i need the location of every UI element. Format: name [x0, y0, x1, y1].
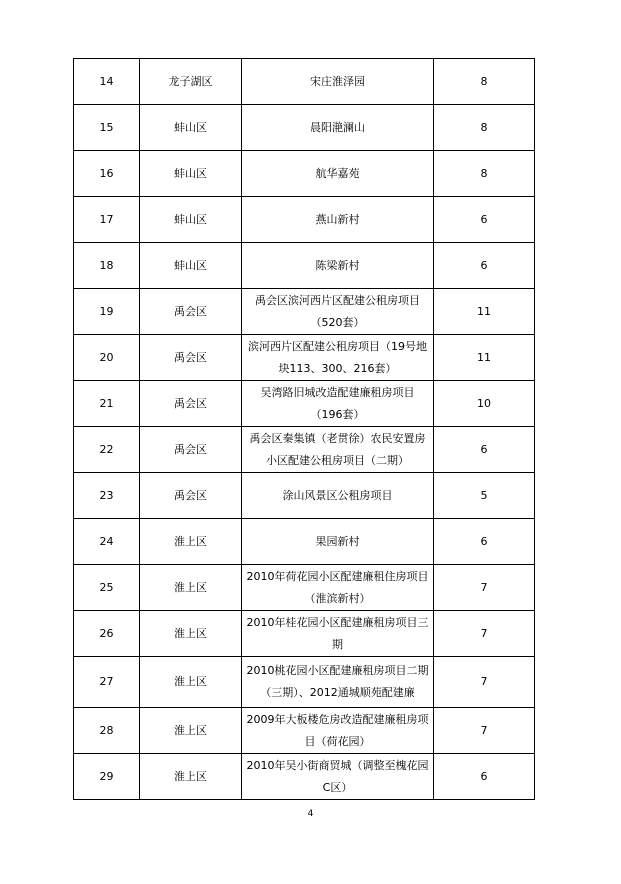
- district-cell: 蚌山区: [140, 105, 242, 151]
- project-name-cell: 晨阳滟澜山: [242, 105, 434, 151]
- row-number: 24: [74, 519, 140, 565]
- count-cell: 8: [434, 105, 535, 151]
- district-cell: 蚌山区: [140, 151, 242, 197]
- row-number: 17: [74, 197, 140, 243]
- row-number: 14: [74, 59, 140, 105]
- row-number: 27: [74, 657, 140, 708]
- project-name-cell: 滨河西片区配建公租房项目（19号地块113、300、216套）: [242, 335, 434, 381]
- count-cell: 8: [434, 151, 535, 197]
- district-cell: 淮上区: [140, 611, 242, 657]
- district-cell: 淮上区: [140, 565, 242, 611]
- project-name-cell: 陈梁新村: [242, 243, 434, 289]
- count-cell: 8: [434, 59, 535, 105]
- count-cell: 10: [434, 381, 535, 427]
- housing-project-table: [73, 58, 535, 800]
- district-cell: 淮上区: [140, 708, 242, 754]
- district-cell: 蚌山区: [140, 243, 242, 289]
- district-cell: 淮上区: [140, 657, 242, 708]
- row-number: 26: [74, 611, 140, 657]
- count-cell: 5: [434, 473, 535, 519]
- row-number: 22: [74, 427, 140, 473]
- district-cell: 禹会区: [140, 381, 242, 427]
- project-name-cell: 果园新村: [242, 519, 434, 565]
- row-number: 16: [74, 151, 140, 197]
- count-cell: 7: [434, 565, 535, 611]
- district-cell: 蚌山区: [140, 197, 242, 243]
- project-name-cell: 吴湾路旧城改造配建廉租房项目（196套）: [242, 381, 434, 427]
- project-name-cell: 燕山新村: [242, 197, 434, 243]
- project-name-cell: 航华嘉苑: [242, 151, 434, 197]
- row-number: 29: [74, 754, 140, 800]
- table-row: [74, 754, 535, 800]
- count-cell: 6: [434, 519, 535, 565]
- row-number: 23: [74, 473, 140, 519]
- table-row: [74, 243, 535, 289]
- project-name-cell: 涂山风景区公租房项目: [242, 473, 434, 519]
- count-cell: 7: [434, 657, 535, 708]
- district-cell: 禹会区: [140, 289, 242, 335]
- count-cell: 11: [434, 335, 535, 381]
- row-number: 21: [74, 381, 140, 427]
- project-name-cell: 2010桃花园小区配建廉租房项目二期（三期）、2012通城顺苑配建廉: [242, 657, 434, 708]
- table-row: [74, 105, 535, 151]
- count-cell: 6: [434, 754, 535, 800]
- row-number: 15: [74, 105, 140, 151]
- count-cell: 11: [434, 289, 535, 335]
- table-row: [74, 519, 535, 565]
- count-cell: 7: [434, 611, 535, 657]
- district-cell: 禹会区: [140, 335, 242, 381]
- row-number: 25: [74, 565, 140, 611]
- district-cell: 禹会区: [140, 427, 242, 473]
- district-cell: 龙子湖区: [140, 59, 242, 105]
- table-row: [74, 197, 535, 243]
- project-name-cell: 禹会区滨河西片区配建公租房项目（520套）: [242, 289, 434, 335]
- table-row: [74, 335, 535, 381]
- district-cell: 淮上区: [140, 754, 242, 800]
- page-number: 4: [307, 809, 314, 819]
- row-number: 19: [74, 289, 140, 335]
- district-cell: 禹会区: [140, 473, 242, 519]
- district-cell: 淮上区: [140, 519, 242, 565]
- project-name-cell: 2010年吴小街商贸城（调整至槐花园C区）: [242, 754, 434, 800]
- table-row: [74, 565, 535, 611]
- table-row: [74, 59, 535, 105]
- table-row: [74, 708, 535, 754]
- count-cell: 6: [434, 427, 535, 473]
- row-number: 18: [74, 243, 140, 289]
- table-row: [74, 151, 535, 197]
- project-name-cell: 禹会区秦集镇（老贯徐）农民安置房小区配建公租房项目（二期）: [242, 427, 434, 473]
- count-cell: 6: [434, 243, 535, 289]
- row-number: 20: [74, 335, 140, 381]
- project-name-cell: 宋庄淮泽园: [242, 59, 434, 105]
- count-cell: 7: [434, 708, 535, 754]
- count-cell: 6: [434, 197, 535, 243]
- project-name-cell: 2010年荷花园小区配建廉租住房项目（淮滨新村）: [242, 565, 434, 611]
- project-name-cell: 2009年大板楼危房改造配建廉租房项目（荷花园）: [242, 708, 434, 754]
- table-row: [74, 611, 535, 657]
- table-row: [74, 473, 535, 519]
- row-number: 28: [74, 708, 140, 754]
- table-row: [74, 381, 535, 427]
- table-row: [74, 427, 535, 473]
- project-name-cell: 2010年桂花园小区配建廉租房项目三期: [242, 611, 434, 657]
- table-row: [74, 657, 535, 708]
- table-row: [74, 289, 535, 335]
